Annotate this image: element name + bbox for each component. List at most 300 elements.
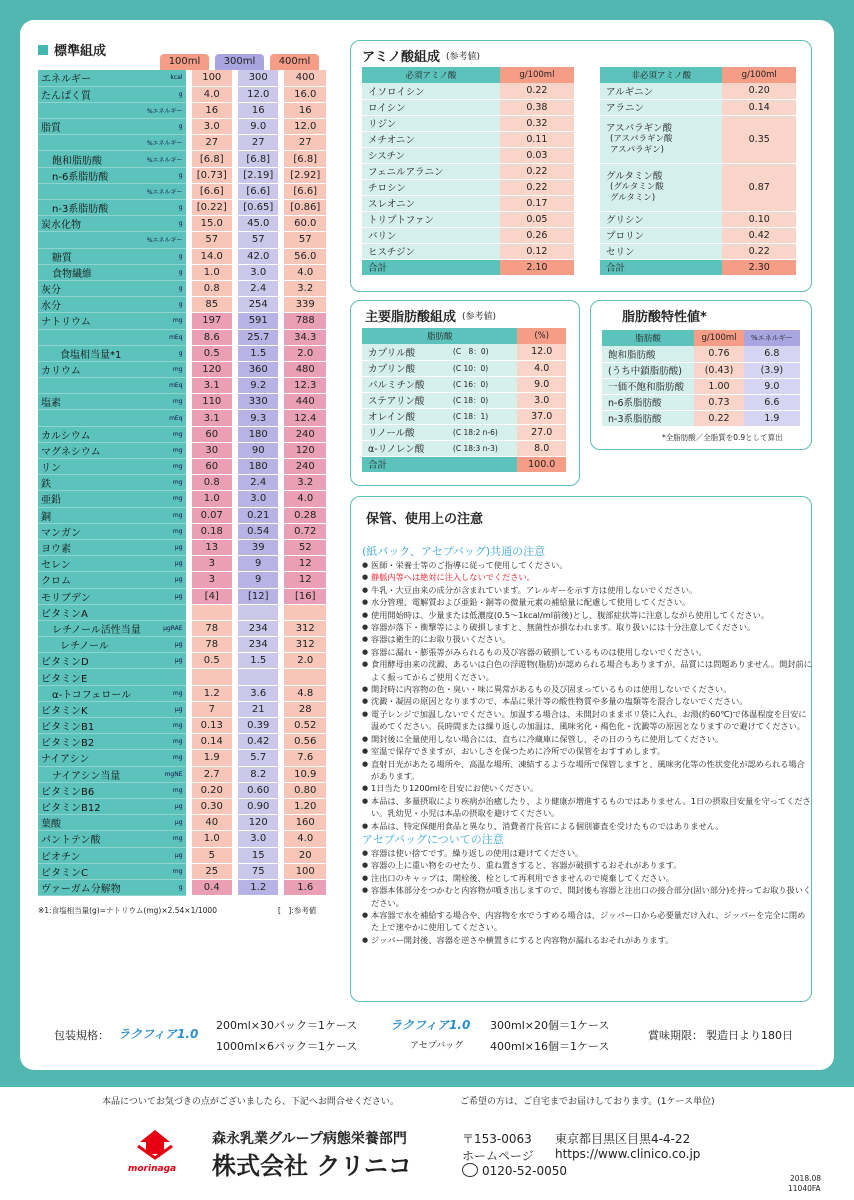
amino-value: 0.22 (500, 83, 574, 99)
std-unit (144, 669, 189, 685)
std-row (38, 410, 326, 426)
zip: 〒153-0063 (462, 1132, 532, 1146)
std-row (38, 297, 326, 313)
std-value: 0.54 (235, 523, 281, 539)
std-value (189, 604, 235, 620)
amino-row (362, 99, 574, 115)
std-value: 3.6 (235, 685, 281, 701)
standard-composition-table (38, 70, 326, 896)
std-value: 1.0 (189, 831, 235, 847)
amino-total: 2.10 (500, 259, 574, 275)
std-item-name: ナトリウム (38, 313, 144, 329)
std-row (38, 232, 326, 248)
std-value: 78 (189, 637, 235, 653)
essential-amino-table (362, 67, 574, 275)
std-unit: g (144, 280, 189, 296)
amino-value: 0.22 (500, 179, 574, 195)
std-value: 2.0 (281, 653, 326, 669)
std-item-name: ビタミンC (38, 863, 144, 879)
std-value: 42.0 (235, 248, 281, 264)
amino-name: トリプトファン (362, 211, 500, 227)
std-unit: g (144, 119, 189, 135)
fa-row (362, 408, 566, 424)
std-value: 0.60 (235, 782, 281, 798)
amino-name: メチオニン (362, 131, 500, 147)
fac-value-e: 9.0 (744, 378, 800, 394)
fa-value: 8.0 (517, 440, 566, 456)
amino-row (362, 195, 574, 211)
std-value: 40 (189, 815, 235, 831)
std-unit: mgNE (144, 766, 189, 782)
fa-row (362, 424, 566, 440)
std-unit: μg (144, 847, 189, 863)
std-value: 160 (281, 815, 326, 831)
fac-value-g: 0.73 (694, 394, 743, 410)
std-row (38, 588, 326, 604)
std-unit: %エネルギー (144, 183, 189, 199)
std-row (38, 863, 326, 879)
std-item-name: マグネシウム (38, 442, 144, 458)
care-sub2: アセプバッグについての注意 (362, 832, 504, 846)
date: 2018.08 (790, 1174, 822, 1183)
std-row (38, 685, 326, 701)
fac-note: *全脂肪酸／全脂質を0.9として算出 (662, 433, 783, 442)
amino-value: 0.11 (500, 131, 574, 147)
std-row (38, 102, 326, 118)
care-item: ● 1日当たり1200mlを目安にお使いください。 (362, 782, 812, 794)
std-value: [16] (281, 588, 326, 604)
std-unit: g (144, 879, 189, 895)
care-item: ● 容器の上に重い物をのせたり、重ね置きすると、容器が破損するおそれがあります。 (362, 859, 812, 871)
std-row (38, 459, 326, 475)
amino-row (600, 211, 796, 227)
std-value: [0.86] (281, 200, 326, 216)
std-item-name: 飽和脂肪酸 (38, 151, 144, 167)
amino-name-main: グルタミン酸 (606, 170, 663, 182)
std-value (281, 604, 326, 620)
amino-name: グリシン (600, 211, 722, 227)
std-value: 591 (235, 313, 281, 329)
std-unit: μg (144, 653, 189, 669)
fatty-acid-char-table (602, 330, 800, 427)
std-unit: %エネルギー (144, 102, 189, 118)
std-value: 360 (235, 361, 281, 377)
std-value: 3.2 (281, 475, 326, 491)
std-row (38, 556, 326, 572)
std-unit: mg (144, 523, 189, 539)
fa-row (362, 360, 566, 376)
std-value: 180 (235, 459, 281, 475)
std-value: 0.56 (281, 734, 326, 750)
std-value: 0.5 (189, 653, 235, 669)
care-item: ● 静脈内等へは絶対に注入しないでください。 (362, 571, 812, 583)
amino-name: シスチン (362, 147, 500, 163)
amino-row (600, 227, 796, 243)
std-value: 27 (281, 135, 326, 151)
std-value: 100 (281, 863, 326, 879)
std-value: 2.4 (235, 280, 281, 296)
care-item: ● ジッパー開封後、容器を逆さや横置きにすると内容物が漏れるおそれがあります。 (362, 934, 812, 946)
std-item-name: ナイアシン (38, 750, 144, 766)
std-item-name: パントテン酸 (38, 831, 144, 847)
std-row (38, 151, 326, 167)
std-unit: μg (144, 815, 189, 831)
std-row (38, 216, 326, 232)
std-value: [0.22] (189, 200, 235, 216)
fa-row (362, 392, 566, 408)
amino-row (362, 131, 574, 147)
std-item-name: ビタミンB12 (38, 798, 144, 814)
std-unit: μg (144, 701, 189, 717)
footer-delivery: ご希望の方は、ご自宅までお届けしております。(1ケース単位) (460, 1097, 715, 1107)
care-item: ● 容器に漏れ・膨張等がみられるもの及び容器の破損しているものは使用しないでください。 (362, 646, 812, 658)
std-value: 339 (281, 297, 326, 313)
col-header-400: 400ml (270, 54, 319, 70)
std-value: 1.5 (235, 345, 281, 361)
fac-row (602, 394, 800, 410)
std-unit: μg (144, 798, 189, 814)
fa-h2: (%) (517, 328, 566, 344)
std-value: [2.19] (235, 167, 281, 183)
std-value: 12.0 (235, 86, 281, 102)
std-item-name: カルシウム (38, 426, 144, 442)
hp-label: ホームページ (462, 1149, 534, 1163)
std-item-name (38, 410, 144, 426)
std-value: 57 (281, 232, 326, 248)
std-value: 14.0 (189, 248, 235, 264)
std-value: 21 (235, 701, 281, 717)
std-value: 16 (281, 102, 326, 118)
std-value: 0.42 (235, 734, 281, 750)
amino-name: アルギニン (600, 83, 722, 99)
tel: 0120-52-0050 (482, 1164, 568, 1178)
std-value: 0.4 (189, 879, 235, 895)
std-unit: kcal (144, 70, 189, 86)
std-row (38, 831, 326, 847)
std-value: 9.3 (235, 410, 281, 426)
amino-row (362, 243, 574, 259)
fa-total-label: 合計 (362, 456, 517, 472)
fac-name: n-3系脂肪酸 (602, 410, 694, 426)
std-value: [6.6] (235, 183, 281, 199)
pack-a1: 200ml×30パック＝1ケース (216, 1019, 358, 1032)
std-item-name (38, 135, 144, 151)
std-value: 440 (281, 394, 326, 410)
fa-name: オレイン酸 (362, 408, 447, 424)
std-value: 8.2 (235, 766, 281, 782)
std-value: 4.8 (281, 685, 326, 701)
fa-name: リノール酸 (362, 424, 447, 440)
amino-row (362, 227, 574, 243)
std-value: 0.72 (281, 523, 326, 539)
std-value: 0.80 (281, 782, 326, 798)
std-value: 57 (235, 232, 281, 248)
std-unit: mg (144, 394, 189, 410)
fac-value-g: 0.22 (694, 410, 743, 426)
std-value: 3.2 (281, 280, 326, 296)
amino-name: スレオニン (362, 195, 500, 211)
std-item-name: 脂質 (38, 119, 144, 135)
std-unit: mg (144, 459, 189, 475)
fa-title: 主要脂肪酸組成 (参考値) (365, 310, 497, 325)
fa-carbon: (C 16：0) (447, 376, 518, 392)
care-item: ● 電子レンジで加温しないでください。加温する場合は、未開封のままボリ袋に入れ、お湯(約60℃)で体温程度を目安に温めてください。長時間または繰り返しの加温は、風味劣化・褐色化・沈澱等の原因となりますので避けてください。 (362, 708, 812, 733)
std-unit: mg (144, 831, 189, 847)
fa-total: 100.0 (517, 456, 566, 472)
footer-inquiry: 本品についてお気づきの点がございましたら、下記へお問合せください。 (102, 1097, 399, 1107)
fa-value: 27.0 (517, 424, 566, 440)
std-value: 4.0 (281, 264, 326, 280)
std-value: 7.6 (281, 750, 326, 766)
std-row (38, 604, 326, 620)
std-title: 標準組成 (38, 40, 106, 59)
care-item: ● 容器は使い捨てです。繰り返しの使用は避けてください。 (362, 847, 812, 859)
std-item-name: ビタミンA (38, 604, 144, 620)
fac-h3: %エネルギー (744, 330, 800, 346)
std-row (38, 264, 326, 280)
hp-link[interactable]: https://www.clinico.co.jp (555, 1147, 701, 1161)
std-value: 1.2 (235, 879, 281, 895)
std-value: 3.1 (189, 378, 235, 394)
amino-row (362, 147, 574, 163)
std-row (38, 248, 326, 264)
amino-h4: g/100ml (722, 67, 796, 83)
freedial-icon (462, 1163, 478, 1177)
std-row (38, 539, 326, 555)
std-value: 0.52 (281, 718, 326, 734)
brand-logo: ラクフィア1.0 (118, 1027, 199, 1041)
std-item-name: エネルギー (38, 70, 144, 86)
amino-value: 0.05 (500, 211, 574, 227)
std-value: 234 (235, 620, 281, 636)
std-row (38, 523, 326, 539)
fac-value-e: 6.6 (744, 394, 800, 410)
std-value: 3.1 (189, 410, 235, 426)
std-unit: mg (144, 313, 189, 329)
amino-value: 0.87 (722, 163, 796, 211)
fatty-acid-table (362, 328, 566, 472)
std-value: 52 (281, 539, 326, 555)
std-row (38, 718, 326, 734)
code: 11040FA (788, 1184, 821, 1193)
std-value: 788 (281, 313, 326, 329)
std-row (38, 701, 326, 717)
care-item: ● 沈澱・凝固の原因となりますので、本品に果汁等の酸性物質や多量の塩類等を混合しないでください。 (362, 695, 812, 707)
fac-title: 脂肪酸特性値* (622, 310, 707, 325)
std-item-name: 糖質 (38, 248, 144, 264)
std-value: [12] (235, 588, 281, 604)
fac-value-g: (0.43) (694, 362, 743, 378)
std-item-name: たんぱく質 (38, 86, 144, 102)
std-item-name: ヴァーガム分解物 (38, 879, 144, 895)
std-value: 30 (189, 442, 235, 458)
std-value: 4.0 (189, 86, 235, 102)
std-value: 39 (235, 539, 281, 555)
packaging-row (40, 1012, 814, 1064)
std-row (38, 766, 326, 782)
std-value: [2.92] (281, 167, 326, 183)
nonessential-amino-table (600, 67, 796, 275)
fac-row (602, 410, 800, 426)
std-unit: mg (144, 426, 189, 442)
fac-value-g: 1.00 (694, 378, 743, 394)
fac-value-g: 0.76 (694, 346, 743, 362)
std-value: 330 (235, 394, 281, 410)
std-value: 60 (189, 459, 235, 475)
std-unit: mg (144, 685, 189, 701)
std-value: [6.8] (189, 151, 235, 167)
std-value: 1.0 (189, 264, 235, 280)
std-row (38, 653, 326, 669)
pack-a2: 1000ml×6パック＝1ケース (216, 1040, 358, 1053)
fa-carbon: (C 8：0) (447, 344, 518, 360)
fa-name: パルミチン酸 (362, 376, 447, 392)
std-value: 8.6 (189, 329, 235, 345)
std-item-name: 水分 (38, 297, 144, 313)
amino-value: 0.42 (722, 227, 796, 243)
std-row (38, 572, 326, 588)
std-unit: %エネルギー (144, 135, 189, 151)
std-value: 7 (189, 701, 235, 717)
std-item-name: クロム (38, 572, 144, 588)
fa-value: 12.0 (517, 344, 566, 360)
fac-h1: 脂肪酸 (602, 330, 694, 346)
fa-value: 3.0 (517, 392, 566, 408)
amino-value: 0.20 (722, 83, 796, 99)
std-item-name: 銅 (38, 507, 144, 523)
std-row (38, 86, 326, 102)
care-item: ● 本品は、多量摂取により疾病が治癒したり、より健康が増進するものではありません。1日の摂取目安量を守ってください。乳幼児・小児は本品の摂取を避けてください。 (362, 795, 812, 820)
std-value: 2.0 (281, 345, 326, 361)
std-value: 13 (189, 539, 235, 555)
std-item-name: マンガン (38, 523, 144, 539)
std-value: 45.0 (235, 216, 281, 232)
std-value: 15 (235, 847, 281, 863)
fa-carbon: (C 18:3 n-3) (447, 440, 518, 456)
std-value: 120 (235, 815, 281, 831)
std-value: 60 (189, 426, 235, 442)
amino-value: 0.32 (500, 115, 574, 131)
std-unit: g (144, 345, 189, 361)
std-value: 240 (281, 426, 326, 442)
square-bullet-icon (38, 45, 48, 55)
amino-name (600, 163, 722, 211)
fac-value-e: 1.9 (744, 410, 800, 426)
std-row (38, 507, 326, 523)
std-unit: mEq (144, 410, 189, 426)
fac-name: (うち中鎖脂肪酸) (602, 362, 694, 378)
std-value: 12.3 (281, 378, 326, 394)
std-row (38, 879, 326, 895)
std-value: 240 (281, 459, 326, 475)
std-value: 5 (189, 847, 235, 863)
std-unit: μgRAE (144, 620, 189, 636)
std-value: [6.6] (189, 183, 235, 199)
amino-total-2: 2.30 (722, 259, 796, 275)
std-unit: g (144, 200, 189, 216)
std-unit: μg (144, 588, 189, 604)
amino-name: セリン (600, 243, 722, 259)
std-value: 1.9 (189, 750, 235, 766)
std-item-name: α-トコフェロール (38, 685, 144, 701)
std-value: 12.4 (281, 410, 326, 426)
std-value: 0.14 (189, 734, 235, 750)
fa-row (362, 376, 566, 392)
std-item-name: モリブデン (38, 588, 144, 604)
std-value: 400 (281, 70, 326, 86)
care-item: ● 牛乳・大豆由来の成分が含まれています。アレルギーを示す方は使用しないでください。 (362, 584, 812, 596)
std-value: 0.07 (189, 507, 235, 523)
fa-name: α-リノレン酸 (362, 440, 447, 456)
fac-row (602, 362, 800, 378)
fa-name: カプリン酸 (362, 360, 447, 376)
care-item: ● 本品は、特定保健用食品と異なり、消費者庁長官による個別審査を受けたものではありません。 (362, 820, 812, 832)
fa-value: 37.0 (517, 408, 566, 424)
std-value: 9.0 (235, 119, 281, 135)
care-item: ● 容器本体部分をつかむと内容物が噴き出しますので、開封後も容器と注出口の接合部分(固い部分)を持ってお取り扱いください。 (362, 884, 812, 909)
care-sub1: (紙パック、アセプバッグ)共通の注意 (362, 545, 546, 558)
std-value: 4.0 (281, 491, 326, 507)
std-item-name: カリウム (38, 361, 144, 377)
std-value: 0.90 (235, 798, 281, 814)
std-value (235, 669, 281, 685)
std-row (38, 119, 326, 135)
std-unit: mg (144, 475, 189, 491)
std-value: [6.6] (281, 183, 326, 199)
amino-row (362, 163, 574, 179)
std-item-name: 葉酸 (38, 815, 144, 831)
amino-name: ロイシン (362, 99, 500, 115)
std-unit: mg (144, 361, 189, 377)
std-value: 9.2 (235, 378, 281, 394)
amino-row (600, 163, 796, 211)
shelf-label: 賞味期限： (648, 1029, 703, 1042)
std-value: 312 (281, 620, 326, 636)
std-value: 3.0 (235, 831, 281, 847)
std-row (38, 345, 326, 361)
std-row (38, 378, 326, 394)
amino-h2: g/100ml (500, 67, 574, 83)
morinaga-logo (130, 1128, 180, 1164)
std-value: 120 (189, 361, 235, 377)
amino-name: フェニルアラニン (362, 163, 500, 179)
std-row (38, 815, 326, 831)
std-value: 0.13 (189, 718, 235, 734)
std-value: 12 (281, 572, 326, 588)
std-unit: mg (144, 507, 189, 523)
std-value: 75 (235, 863, 281, 879)
std-item-name: ビタミンE (38, 669, 144, 685)
std-item-name: 塩素 (38, 394, 144, 410)
std-value: 78 (189, 620, 235, 636)
std-value: 1.6 (281, 879, 326, 895)
std-value: 20 (281, 847, 326, 863)
amino-name-sub: (グルタミン酸 グルタミン) (610, 181, 664, 203)
amino-total-label-2: 合計 (600, 259, 722, 275)
std-value: 0.5 (189, 345, 235, 361)
std-value (281, 669, 326, 685)
std-item-name: ビタミンB6 (38, 782, 144, 798)
std-row (38, 782, 326, 798)
std-row (38, 70, 326, 86)
amino-row (600, 99, 796, 115)
care-item: ● 注出口のキャップは、開栓後、栓として再利用できませんので廃棄してください。 (362, 872, 812, 884)
fac-row (602, 346, 800, 362)
std-value: 15.0 (189, 216, 235, 232)
std-value: [6.8] (281, 151, 326, 167)
std-value: 3.0 (235, 264, 281, 280)
std-item-name (38, 183, 144, 199)
